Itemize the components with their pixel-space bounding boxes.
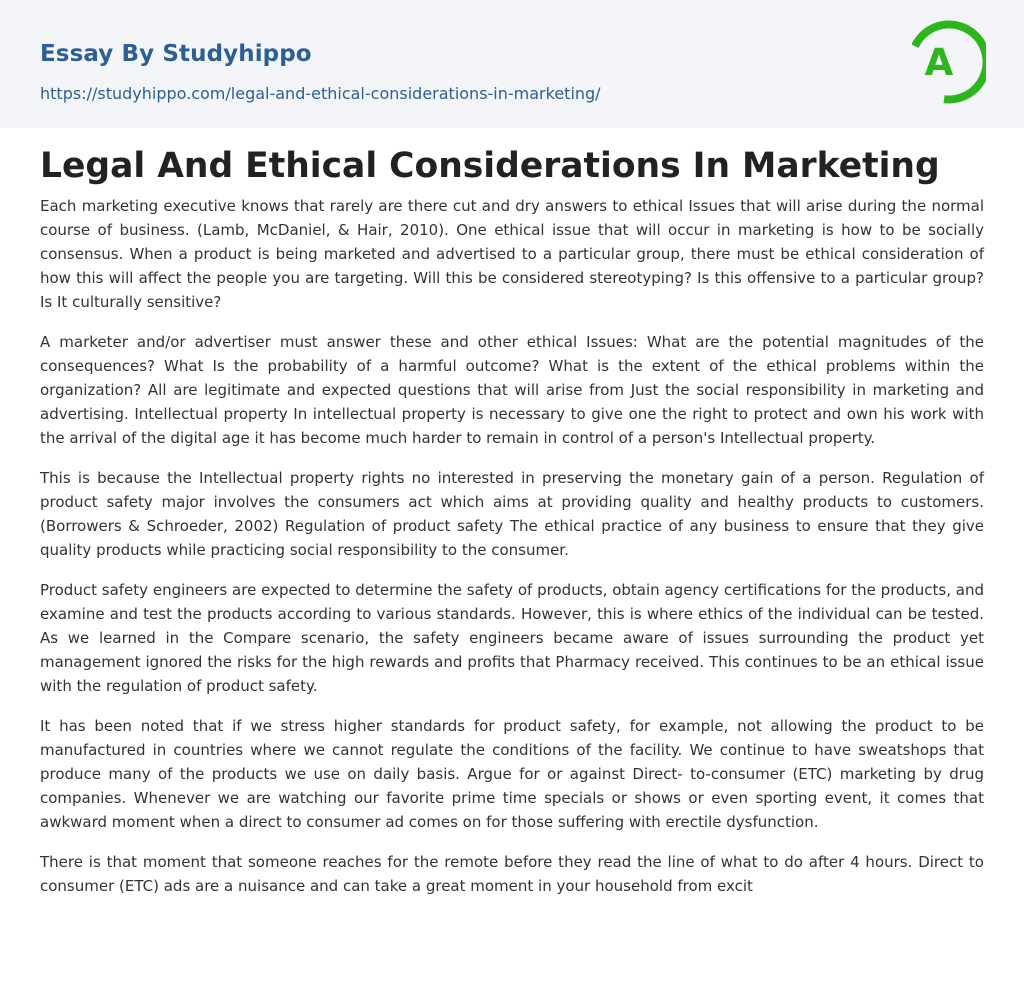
essay-paragraph: This is because the Intellectual property rights no interested in preserving the monetary gain of a person. Regulation of product safety major involves the consumers act which aims at providing quality and healthy products to customers. (Borrowers & Schroeder, 2002) Regulation of product safety The ethical practice of any business to ensure that they give quality products while practicing social responsibility to the consumer. (40, 469, 984, 559)
essay-title: Legal And Ethical Considerations In Marketing (40, 146, 940, 186)
logo-letter: A (924, 41, 954, 84)
essay-paragraph: Each marketing executive knows that rarely are there cut and dry answers to ethical Issues that will arise during the normal course of business. (Lamb, McDaniel, & Hair, 2010). One ethical issue that will occur in marketing is how to be socially consensus. When a product is being marketed and advertised to a particular group, there must be ethical consideration of how this will affect the people you are targeting. Will this be considered stereotyping? Is this offensive to a particular group? Is It culturally sensitive? (40, 197, 984, 311)
essay-paragraph: There is that moment that someone reaches for the remote before they read the line of what to do after 4 hours. Direct to consumer (ETC) ads are a nuisance and can take a great moment in your household from excit (40, 853, 984, 895)
essay-body (40, 194, 984, 914)
essay-paragraph: Product safety engineers are expected to determine the safety of products, obtain agency certifications for the products, and examine and test the products according to various standards. However, this is where ethics of the individual can be tested. As we learned in the Compare scenario, the safety engineers became aware of issues surrounding the product yet management ignored the risks for the high rewards and profits that Pharmacy received. This continues to be an ethical issue with the regulation of product safety. (40, 581, 984, 695)
source-url-link[interactable]: https://studyhippo.com/legal-and-ethical-considerations-in-marketing/ (40, 84, 601, 103)
page-header (0, 0, 1024, 128)
essay-paragraph: A marketer and/or advertiser must answer these and other ethical Issues: What are the potential magnitudes of the consequences? What Is the probability of a harmful outcome? What is the extent of the ethical problems within the organization? All are legitimate and expected questions that will arise from Just the social responsibility in marketing and advertising. Intellectual property In intellectual property is necessary to give one the right to protect and own his work with the arrival of the digital age it has become much harder to remain in control of a person's Intellectual property. (40, 333, 984, 447)
studyhippo-logo-icon[interactable] (912, 19, 986, 105)
site-brand[interactable]: Essay By Studyhippo (40, 41, 312, 67)
essay-paragraph: It has been noted that if we stress higher standards for product safety, for example, not allowing the product to be manufactured in countries where we cannot regulate the conditions of the facility. We continue to have sweatshops that produce many of the products we use on daily basis. Argue for or against Direct- to-consumer (ETC) marketing by drug companies. Whenever we are watching our favorite prime time specials or shows or even sporting event, it comes that awkward moment when a direct to consumer ad comes on for those suffering with erectile dysfunction. (40, 717, 984, 831)
